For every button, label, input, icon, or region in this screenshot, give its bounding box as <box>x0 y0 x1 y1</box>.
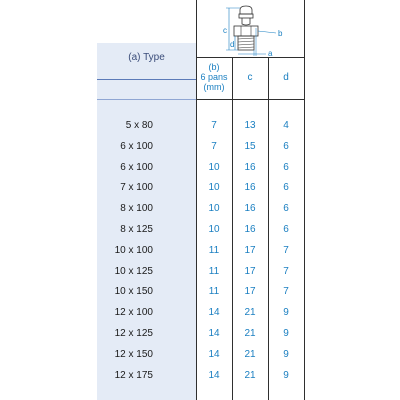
row-type: 8 x 100 <box>120 203 153 215</box>
type-header-label: (a) Type <box>128 52 165 63</box>
grid-line <box>196 57 305 58</box>
row-cell-b: 11 <box>208 265 220 277</box>
row-cell-b: 10 <box>208 161 220 173</box>
col-b-header-line3: (mm) <box>203 82 225 92</box>
row-cell-b: 14 <box>208 307 220 319</box>
row-cell-d: 6 <box>283 161 289 173</box>
row-cell-c: 17 <box>244 286 256 298</box>
row-type: 8 x 125 <box>120 224 153 235</box>
diagram-label-d: d <box>230 40 235 49</box>
row-cell-c: 21 <box>244 328 256 339</box>
row-type: 6 x 100 <box>120 140 153 152</box>
grid-line <box>196 99 305 100</box>
row-cell-d: 6 <box>283 140 289 152</box>
diagram-label-a: a <box>268 49 273 57</box>
row-cell-c: 16 <box>244 161 256 173</box>
row-cell-c: 21 <box>244 348 256 360</box>
row-cell-c: 16 <box>244 182 256 194</box>
row-cell-d: 9 <box>283 348 289 360</box>
row-type: 12 x 125 <box>114 328 153 339</box>
row-cell-b: 10 <box>208 203 220 215</box>
row-cell-c: 15 <box>244 140 256 152</box>
row-type: 10 x 150 <box>114 286 153 298</box>
grid-line <box>196 0 197 400</box>
row-cell-b: 7 <box>211 140 217 152</box>
row-cell-b: 11 <box>208 244 220 256</box>
row-type: 12 x 100 <box>114 307 153 319</box>
row-cell-b: 7 <box>211 120 217 131</box>
row-cell-c: 13 <box>244 120 256 131</box>
row-type: 5 x 80 <box>125 120 153 131</box>
diagram-label-b: b <box>278 29 283 38</box>
row-cell-d: 6 <box>283 203 289 215</box>
row-type: 6 x 100 <box>120 161 153 173</box>
row-cell-b: 11 <box>208 286 220 298</box>
row-cell-b: 14 <box>208 328 220 339</box>
row-cell-b: 10 <box>208 224 220 235</box>
col-c-header: c <box>247 72 253 83</box>
row-cell-d: 6 <box>283 224 289 235</box>
row-cell-b: 10 <box>208 182 220 194</box>
row-cell-c: 16 <box>244 224 256 235</box>
type-column <box>97 43 196 400</box>
row-cell-c: 16 <box>244 203 256 215</box>
row-type: 10 x 100 <box>114 244 153 256</box>
row-type: 12 x 150 <box>114 348 153 360</box>
grid-line <box>97 99 196 100</box>
row-cell-c: 21 <box>244 307 256 319</box>
col-b-header-line1: (b) <box>208 62 220 72</box>
row-cell-b: 14 <box>208 348 220 360</box>
col-d-header: d <box>283 72 289 83</box>
row-type: 7 x 100 <box>120 182 153 194</box>
row-cell-d: 6 <box>283 182 289 194</box>
row-cell-d: 4 <box>283 120 289 131</box>
row-cell-d: 7 <box>283 265 289 277</box>
row-cell-b: 14 <box>208 369 220 381</box>
row-cell-d: 9 <box>283 369 289 381</box>
row-cell-c: 17 <box>244 244 256 256</box>
row-cell-c: 17 <box>244 265 256 277</box>
row-type: 10 x 125 <box>114 265 153 277</box>
row-cell-d: 9 <box>283 328 289 339</box>
row-cell-d: 9 <box>283 307 289 319</box>
row-cell-d: 7 <box>283 286 289 298</box>
row-cell-c: 21 <box>244 369 256 381</box>
fitting-diagram <box>196 0 305 57</box>
diagram-label-c: c <box>223 26 227 35</box>
grid-line <box>304 0 305 400</box>
col-b-header-line2: 6 pans <box>200 72 228 82</box>
row-cell-d: 7 <box>283 244 289 256</box>
type-header <box>97 43 196 80</box>
row-type: 12 x 175 <box>114 369 153 381</box>
